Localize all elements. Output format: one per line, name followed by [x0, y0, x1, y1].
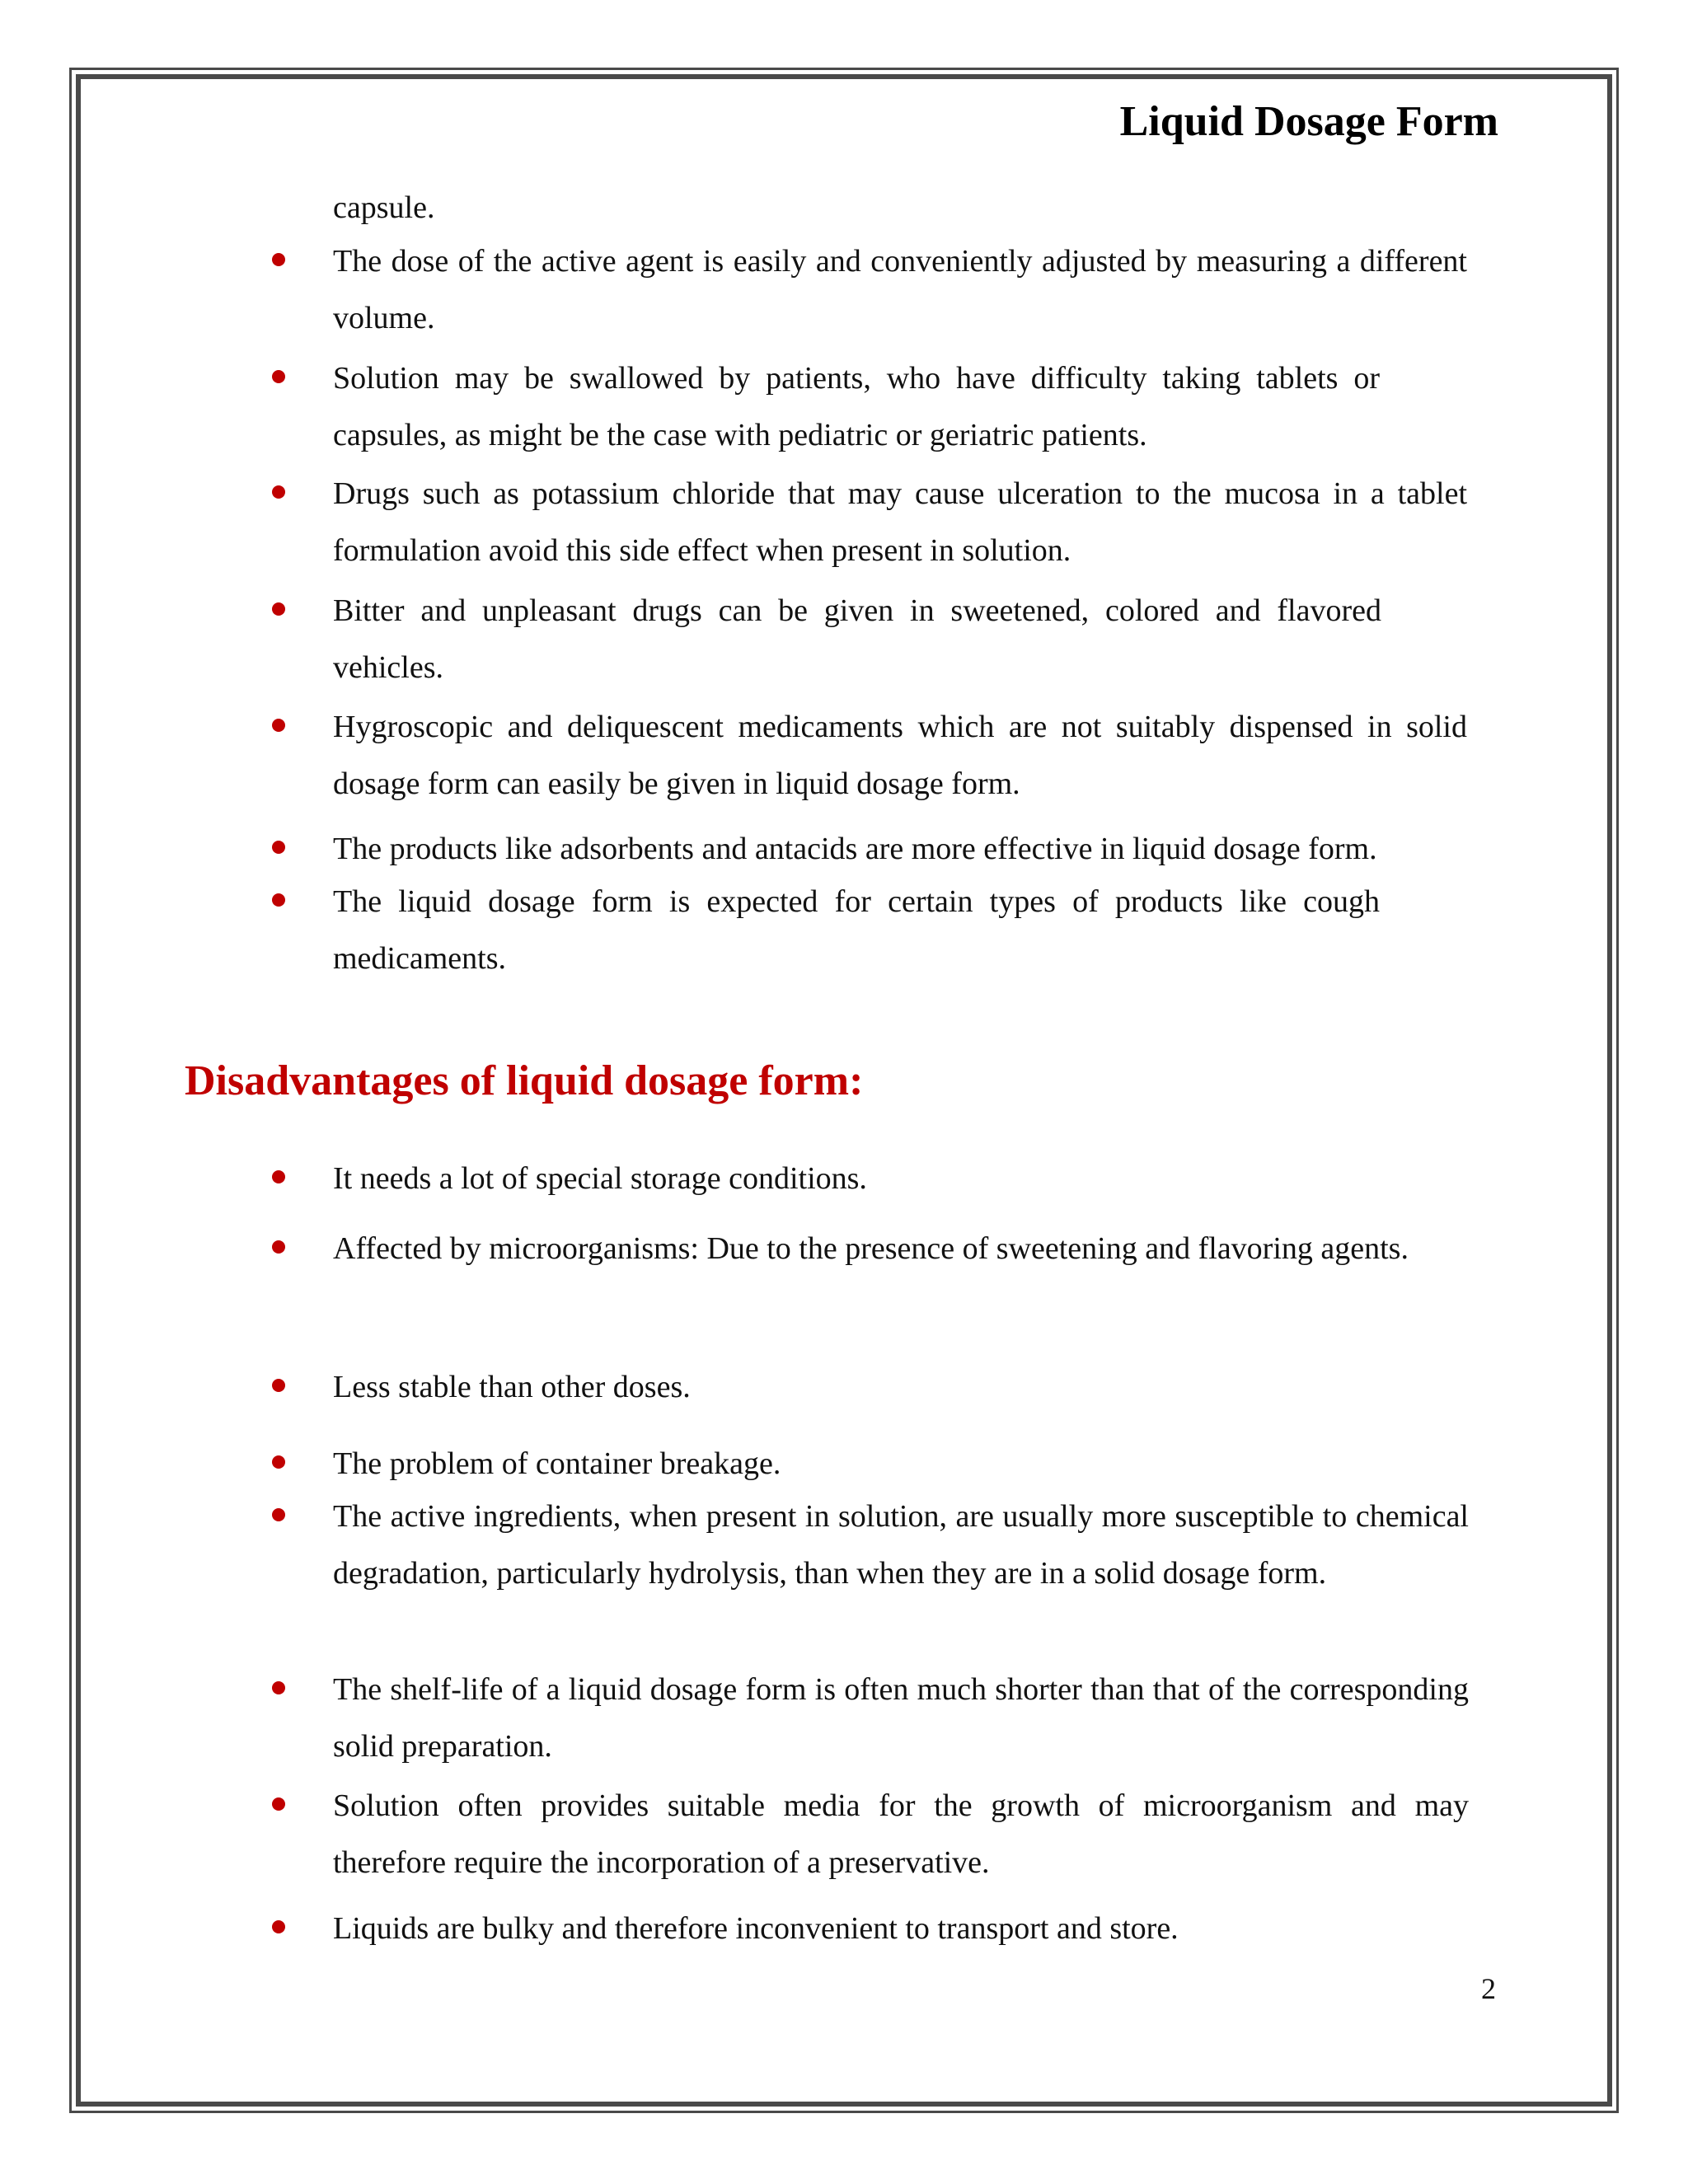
continuation-text: capsule.: [333, 190, 435, 225]
bullet-icon: [272, 1455, 285, 1469]
bullet-icon: [272, 485, 285, 499]
bullet-icon: [272, 253, 285, 266]
disadvantage-item: The active ingredients, when present in solution, are usually more susceptible to chemical degradation, particularly hydrolysis, than when they are in a solid dosage form.: [333, 1499, 1469, 1591]
disadvantage-item: The problem of container breakage.: [333, 1446, 781, 1481]
disadvantages-heading: Disadvantages of liquid dosage form:: [185, 1057, 864, 1104]
advantage-item: The liquid dosage form is expected for certain types of products like cough medicaments.: [333, 884, 1380, 976]
disadvantage-item: It needs a lot of special storage conditions.: [333, 1161, 867, 1196]
bullet-icon: [272, 1240, 285, 1254]
advantage-item: Hygroscopic and deliquescent medicaments which are not suitably dispensed in solid dosage form can easily be given in liquid dosage form.: [333, 710, 1467, 801]
bullet-icon: [272, 1379, 285, 1392]
disadvantage-item: Less stable than other doses.: [333, 1370, 691, 1404]
advantage-item: The products like adsorbents and antacids are more effective in liquid dosage form.: [333, 832, 1377, 866]
disadvantage-item: Liquids are bulky and therefore inconvenient to transport and store.: [333, 1911, 1179, 1946]
bullet-icon: [272, 1508, 285, 1521]
bullet-icon: [272, 602, 285, 616]
advantage-item: Bitter and unpleasant drugs can be given in sweetened, colored and flavored vehicles.: [333, 593, 1381, 685]
bullet-icon: [272, 1170, 285, 1183]
advantage-item: Solution may be swallowed by patients, who have difficulty taking tablets or capsules, as might be the case with pediatric or geriatric patients.: [333, 361, 1380, 452]
disadvantage-item: Affected by microorganisms: Due to the presence of sweetening and flavoring agents.: [333, 1231, 1409, 1266]
page-number: 2: [1481, 1972, 1496, 2005]
bullet-icon: [272, 1797, 285, 1811]
advantage-item: The dose of the active agent is easily and conveniently adjusted by measuring a different volume.: [333, 244, 1467, 335]
bullet-icon: [272, 1681, 285, 1694]
page-header-title: Liquid Dosage Form: [1119, 98, 1498, 145]
bullet-icon: [272, 893, 285, 907]
bullet-icon: [272, 841, 285, 854]
bullet-icon: [272, 1920, 285, 1933]
disadvantage-item: Solution often provides suitable media for the growth of microorganism and may therefore require the incorporation of a preservative.: [333, 1788, 1469, 1880]
advantage-item: Drugs such as potassium chloride that may cause ulceration to the mucosa in a tablet formulation avoid this side effect when present in solution.: [333, 476, 1467, 568]
bullet-icon: [272, 719, 285, 732]
bullet-icon: [272, 370, 285, 383]
disadvantage-item: The shelf-life of a liquid dosage form is often much shorter than that of the corresponding solid preparation.: [333, 1672, 1469, 1764]
